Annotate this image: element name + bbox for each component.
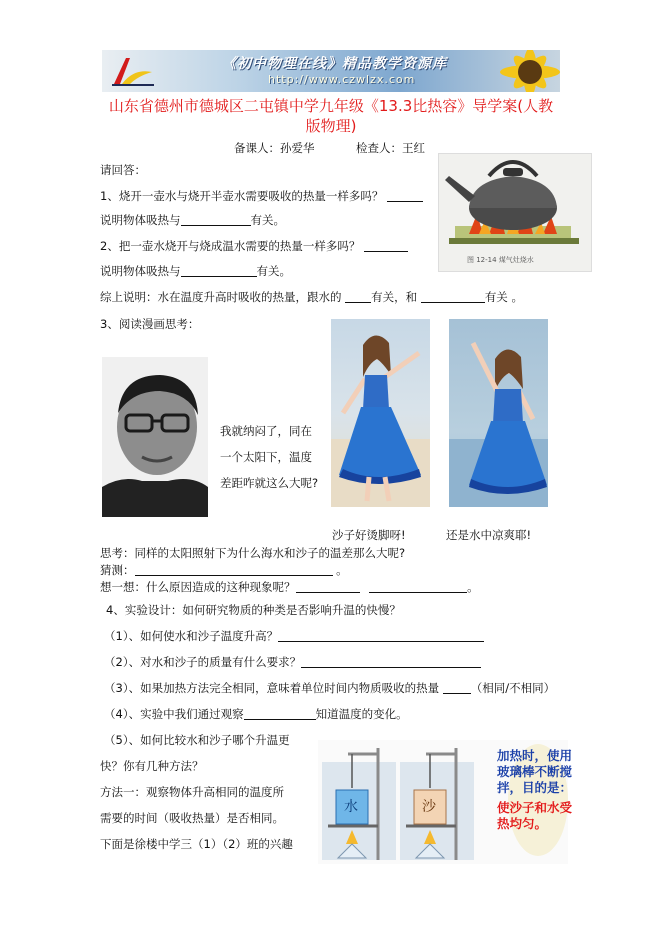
why-line (100, 579, 479, 595)
question-2-b-end: 有关。 (256, 264, 291, 278)
speech-line-1: 我就纳闷了，同在 (220, 424, 312, 438)
experiment-item-1 (104, 628, 484, 644)
item-4-end: 知道温度的变化。 (315, 707, 408, 721)
banner-title: 《初中物理在线》精品教学资源库 (222, 56, 447, 72)
kettle-caption: 图 12-14 煤气灶烧水 (467, 256, 534, 264)
experiment-item-5-b: 快？你有几种方法？ (100, 759, 204, 773)
item-3-options: （相同/不相同） (470, 681, 556, 695)
item-2-text: （2）、对水和沙子的质量有什么要求？ (104, 655, 302, 669)
note-blue-text: 加热时，使用玻璃棒不断搅拌，目的是： (497, 748, 573, 795)
document-title (100, 96, 562, 136)
header-banner (102, 50, 560, 92)
speech-line-3: 差距咋就这么大呢? (220, 476, 319, 490)
site-logo-icon (108, 54, 158, 88)
method-1-b: 需要的时间（吸收热量）是否相同。 (100, 811, 284, 825)
girl-in-water-photo (449, 319, 548, 507)
item-4-text: （4）、实验中我们通过观察 (104, 707, 244, 721)
item-1-text: （1）、如何使水和沙子温度升高？ (104, 629, 279, 643)
speech-line-2: 一个太阳下，温度 (220, 450, 312, 464)
title-line-2: 版物理) (305, 117, 357, 135)
answer-blank[interactable] (181, 264, 257, 277)
question-3: 3、阅读漫画思考： (100, 317, 200, 331)
answer-blank[interactable] (369, 580, 467, 593)
question-2-text: 2、把一壶水烧开与烧成温水需要的热量一样多吗？ (100, 239, 361, 253)
intro-text: 请回答： (100, 163, 146, 177)
why-label: 想一想：什么原因造成的这种现象呢？ (100, 580, 296, 594)
question-2-b (100, 263, 291, 279)
girl-water-icon (449, 319, 548, 507)
caption-water: 还是水中凉爽耶! (446, 528, 532, 542)
man-portrait (102, 357, 208, 517)
guess-label: 猜测： (100, 563, 135, 577)
kettle-icon (439, 154, 591, 271)
answer-blank[interactable] (387, 189, 423, 202)
summary-end: 。 (511, 290, 523, 304)
question-1-b-end: 有关。 (250, 213, 285, 227)
think-question: 思考：同样的太阳照射下为什么海水和沙子的温差那么大呢? (100, 546, 406, 560)
kettle-figure (438, 153, 592, 272)
answer-blank[interactable] (244, 707, 316, 720)
summary-text-a: 综上说明：水在温度升高时吸收的热量，跟水的 (100, 290, 342, 304)
summary (100, 289, 523, 305)
experiment-item-5: （5）、如何比较水和沙子哪个升温更 (104, 733, 290, 747)
question-2-b-text: 说明物体吸热与 (100, 264, 181, 278)
checker: 检查人：王红 (356, 141, 425, 155)
answer-blank[interactable] (443, 681, 471, 694)
speech-text (220, 418, 318, 496)
question-2 (100, 238, 408, 254)
experiment-item-2 (104, 654, 481, 670)
experiment-item-3 (104, 680, 555, 696)
sand-label: 沙 (422, 799, 436, 815)
experiment-title: 4、实验设计：如何研究物质的种类是否影响升温的快慢？ (106, 603, 401, 617)
man-face-icon (102, 357, 208, 517)
answer-blank[interactable] (421, 290, 485, 303)
summary-text-c: 有关 (484, 290, 508, 304)
answer-blank[interactable] (181, 213, 251, 226)
title-line-1: 山东省德州市德城区二屯镇中学九年级《13.3比热容》导学案(人教 (108, 97, 554, 115)
question-1-text: 1、烧开一壶水与烧开半壶水需要吸收的热量一样多吗？ (100, 189, 384, 203)
question-1 (100, 188, 423, 204)
summary-text-b: 有关，和 (371, 290, 418, 304)
answer-blank[interactable] (345, 290, 371, 303)
answer-blank[interactable] (296, 580, 360, 593)
question-1-b (100, 212, 285, 228)
girl-on-sand-photo (331, 319, 430, 507)
preparer: 备课人：孙爱华 (234, 141, 315, 155)
answer-blank[interactable] (135, 563, 333, 576)
answer-blank[interactable] (301, 655, 481, 668)
item-3-text: （3）、如果加热方法完全相同，意味着单位时间内物质吸收的热量 (104, 681, 440, 695)
guess-line (100, 562, 348, 578)
guess-end: 。 (336, 563, 348, 577)
why-end: 。 (467, 580, 479, 594)
stirring-note (497, 748, 583, 832)
question-1-b-text: 说明物体吸热与 (100, 213, 181, 227)
girl-sand-icon (331, 319, 430, 507)
sunflower-icon (486, 50, 560, 92)
answer-blank[interactable] (364, 239, 408, 252)
method-1: 方法一：观察物体升高相同的温度所 (100, 785, 284, 799)
experiment-item-4 (104, 706, 408, 722)
last-line: 下面是徐楼中学三（1）（2）班的兴趣 (100, 837, 293, 851)
banner-url[interactable]: http://www.czwlzx.com (268, 73, 416, 86)
answer-blank[interactable] (278, 629, 484, 642)
note-red-text: 使沙子和水受热均匀。 (497, 800, 573, 831)
water-label: 水 (344, 799, 358, 815)
caption-sand: 沙子好烫脚呀! (332, 528, 406, 542)
